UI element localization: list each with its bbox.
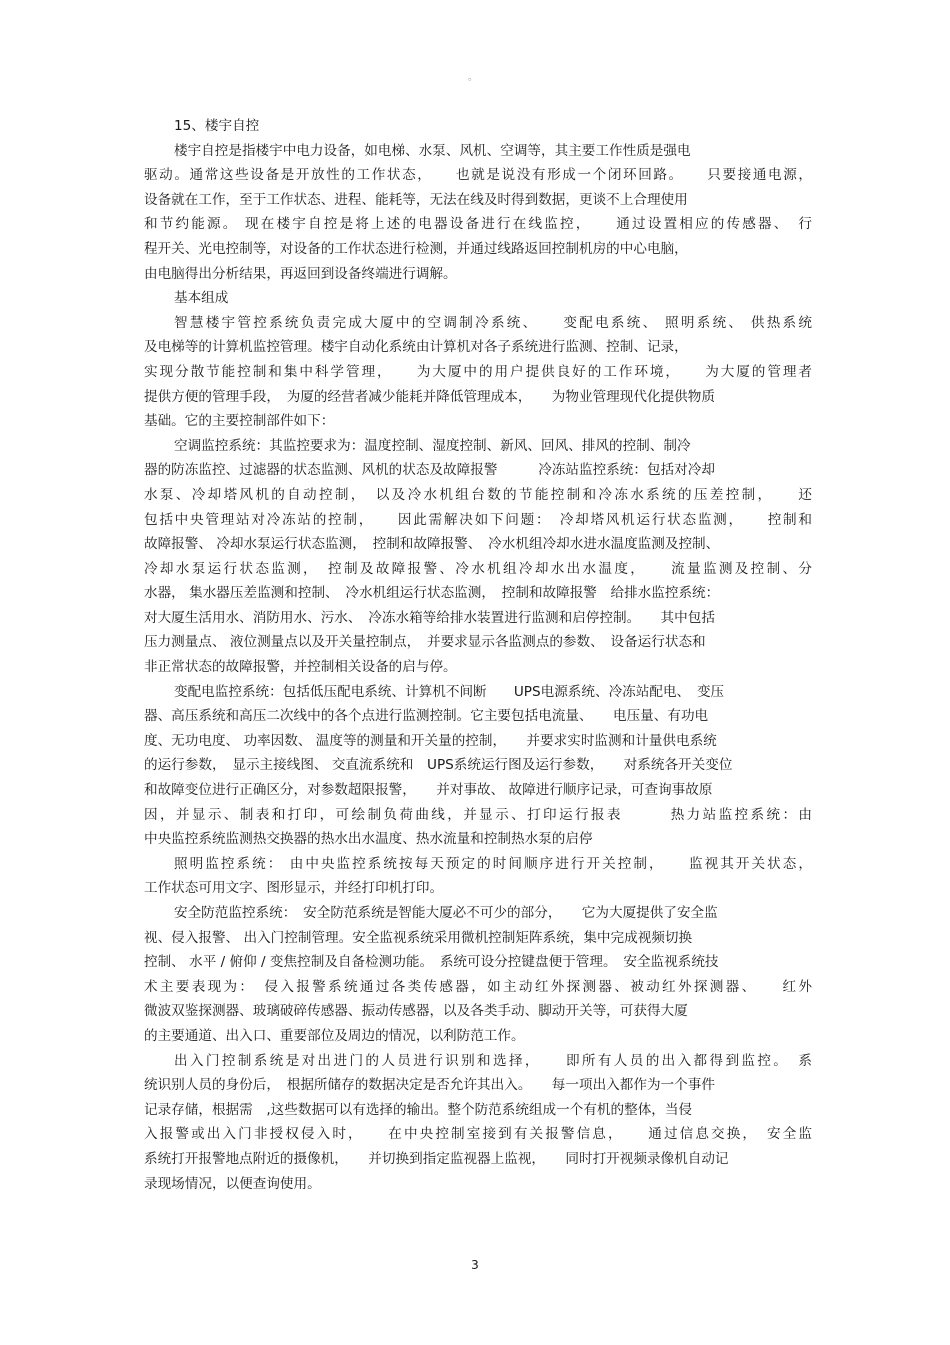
text-line: 水器， 集水器压差监测和控制、 冷水机组运行状态监测， 控制和故障报警 给排水监控系统：	[144, 585, 720, 602]
text-line: 非正常状态的故障报警，并控制相关设备的启与停。	[144, 659, 457, 676]
body-text	[144, 114, 812, 1196]
text-line: 的主要通道、出入口、重要部位及周边的情况，以利防范工作。	[144, 1027, 525, 1044]
text-line: 因，并显示、制表和打印，可绘制负荷曲线，并显示、打印运行报表 热力站监控系统：由	[144, 806, 812, 823]
text-line: 楼宇自控是指楼宇中电力设备，如电梯、水泵、风机、空调等，其主要工作性质是强电	[174, 142, 691, 159]
text-line: 变配电监控系统：包括低压配电系统、计算机不间断 UPS电源系统、冷冻站配电、 变压	[174, 683, 725, 700]
text-line: 由电脑得出分析结果，再返回到设备终端进行调解。	[144, 265, 457, 282]
text-line: 微波双鉴探测器、玻璃破碎传感器、振动传感器，以及各类手动、脚动开关等，可获得大厦	[144, 1003, 688, 1020]
text-line: 安全防范监控系统： 安全防范系统是智能大厦必不可少的部分， 它为大厦提供了安全监	[174, 905, 718, 921]
header-mark: 。	[468, 72, 478, 83]
text-line: 和故障变位进行正确区分，对参数超限报警， 并对事故、 故障进行顺序记录，可查询事故原	[144, 782, 713, 799]
text-line: 出入门控制系统是对出进门的人员进行识别和选择， 即所有人员的出入都得到监控。 系	[174, 1052, 812, 1069]
text-line: 器、高压系统和高压二次线中的各个点进行监测控制。它主要包括电流量、 电压量、有功电	[144, 708, 709, 725]
text-line: 术主要表现为： 侵入报警系统通过各类传感器，如主动红外探测器、被动红外探测器、 红外	[144, 978, 812, 995]
text-line: 故障报警、 冷却水泵运行状态监测， 控制和故障报警、 冷水机组冷却水进水温度监测及控制、	[144, 536, 720, 553]
text-line: 对大厦生活用水、消防用水、污水、 冷冻水箱等给排水装置进行监测和启停控制。 其中包括	[144, 609, 715, 626]
text-line: 录现场情况，以便查询使用。	[144, 1175, 321, 1192]
text-line: 包括中央管理站对冷冻站的控制， 因此需解决如下问题： 冷却塔风机运行状态监测， 控制和	[144, 511, 812, 528]
page-number: 3	[471, 1258, 479, 1272]
text-line: 提供方便的管理手段， 为厦的经营者减少能耗并降低管理成本， 为物业管理现代化提供物质	[144, 388, 715, 405]
text-line: 入报警或出入门非授权侵入时， 在中央控制室接到有关报警信息， 通过信息交换， 安全监	[144, 1126, 812, 1143]
text-line: 程开关、光电控制等，对设备的工作状态进行检测，并通过线路返回控制机房的中心电脑，	[144, 240, 688, 257]
text-line: 驱动。通常这些设备是开放性的工作状态， 也就是说没有形成一个闭环回路。 只要接通电源，	[144, 167, 812, 184]
text-line: 压力测量点、 液位测量点以及开关量控制点， 并要求显示各监测点的参数、 设备运行状态和	[144, 634, 706, 651]
text-line: 水泵、冷却塔风机的自动控制， 以及冷水机组台数的节能控制和冷冻水系统的压差控制， 还	[144, 486, 812, 503]
text-line: 中央监控系统监测热交换器的热水出水温度、热水流量和控制热水泵的启停	[144, 831, 593, 848]
text-line: 及电梯等的计算机监控管理。楼宇自动化系统由计算机对各子系统进行监测、控制、记录，	[144, 339, 688, 356]
text-line: 统识别人员的身份后， 根据所储存的数据决定是否允许其出入。 每一项出入都作为一个事件	[144, 1077, 715, 1094]
text-line: 和节约能源。 现在楼宇自控是将上述的电器设备进行在线监控， 通过设置相应的传感器、 行	[144, 216, 812, 233]
text-line: 度、无功电度、 功率因数、 温度等的测量和开关量的控制， 并要求实时监测和计量供电系统	[144, 732, 717, 749]
text-line: 冷却水泵运行状态监测， 控制及故障报警、冷水机组冷却水出水温度， 流量监测及控制、分	[144, 560, 812, 577]
section-heading: 15、楼宇自控	[174, 118, 260, 134]
text-line: 的运行参数， 显示主接线图、 交直流系统和 UPS系统运行图及运行参数， 对系统各开关变位	[144, 757, 733, 774]
text-line: 视、侵入报警、 出入门控制管理。安全监视系统采用微机控制矩阵系统，集中完成视频切换	[144, 929, 693, 946]
text-line: 基础。它的主要控制部件如下：	[144, 413, 335, 430]
text-line: 实现分散节能控制和集中科学管理， 为大厦中的用户提供良好的工作环境， 为大厦的管理者	[144, 363, 812, 380]
text-line: 控制、 水平 / 俯仰 / 变焦控制及自备检测功能。 系统可设分控键盘便于管理。 安全监视系统技	[144, 954, 719, 971]
text-line: 设备就在工作，至于工作状态、进程、能耗等，无法在线及时得到数据，更谈不上合理使用	[144, 191, 688, 208]
text-line: 智慧楼宇管控系统负责完成大厦中的空调制冷系统、 变配电系统、 照明系统、 供热系统	[174, 314, 812, 331]
text-line: 空调监控系统：其监控要求为：温度控制、湿度控制、新风、回风、排风的控制、制冷	[174, 437, 691, 454]
text-line: 系统打开报警地点附近的摄像机， 并切换到指定监视器上监视， 同时打开视频录像机自动记	[144, 1150, 729, 1167]
text-line: 工作状态可用文字、图形显示，并经打印机打印。	[144, 880, 444, 897]
text-line: 基本组成	[174, 290, 229, 307]
text-line: 照明监控系统： 由中央监控系统按每天预定的时间顺序进行开关控制， 监视其开关状态，	[174, 855, 812, 872]
text-line: 记录存储，根据需 ,这些数据可以有选择的输出。整个防范系统组成一个有机的整体，当侵	[144, 1101, 693, 1118]
text-line: 器的防冻监控、过滤器的状态监测、风机的状态及故障报警 冷冻站监控系统：包括对冷却	[144, 462, 715, 479]
